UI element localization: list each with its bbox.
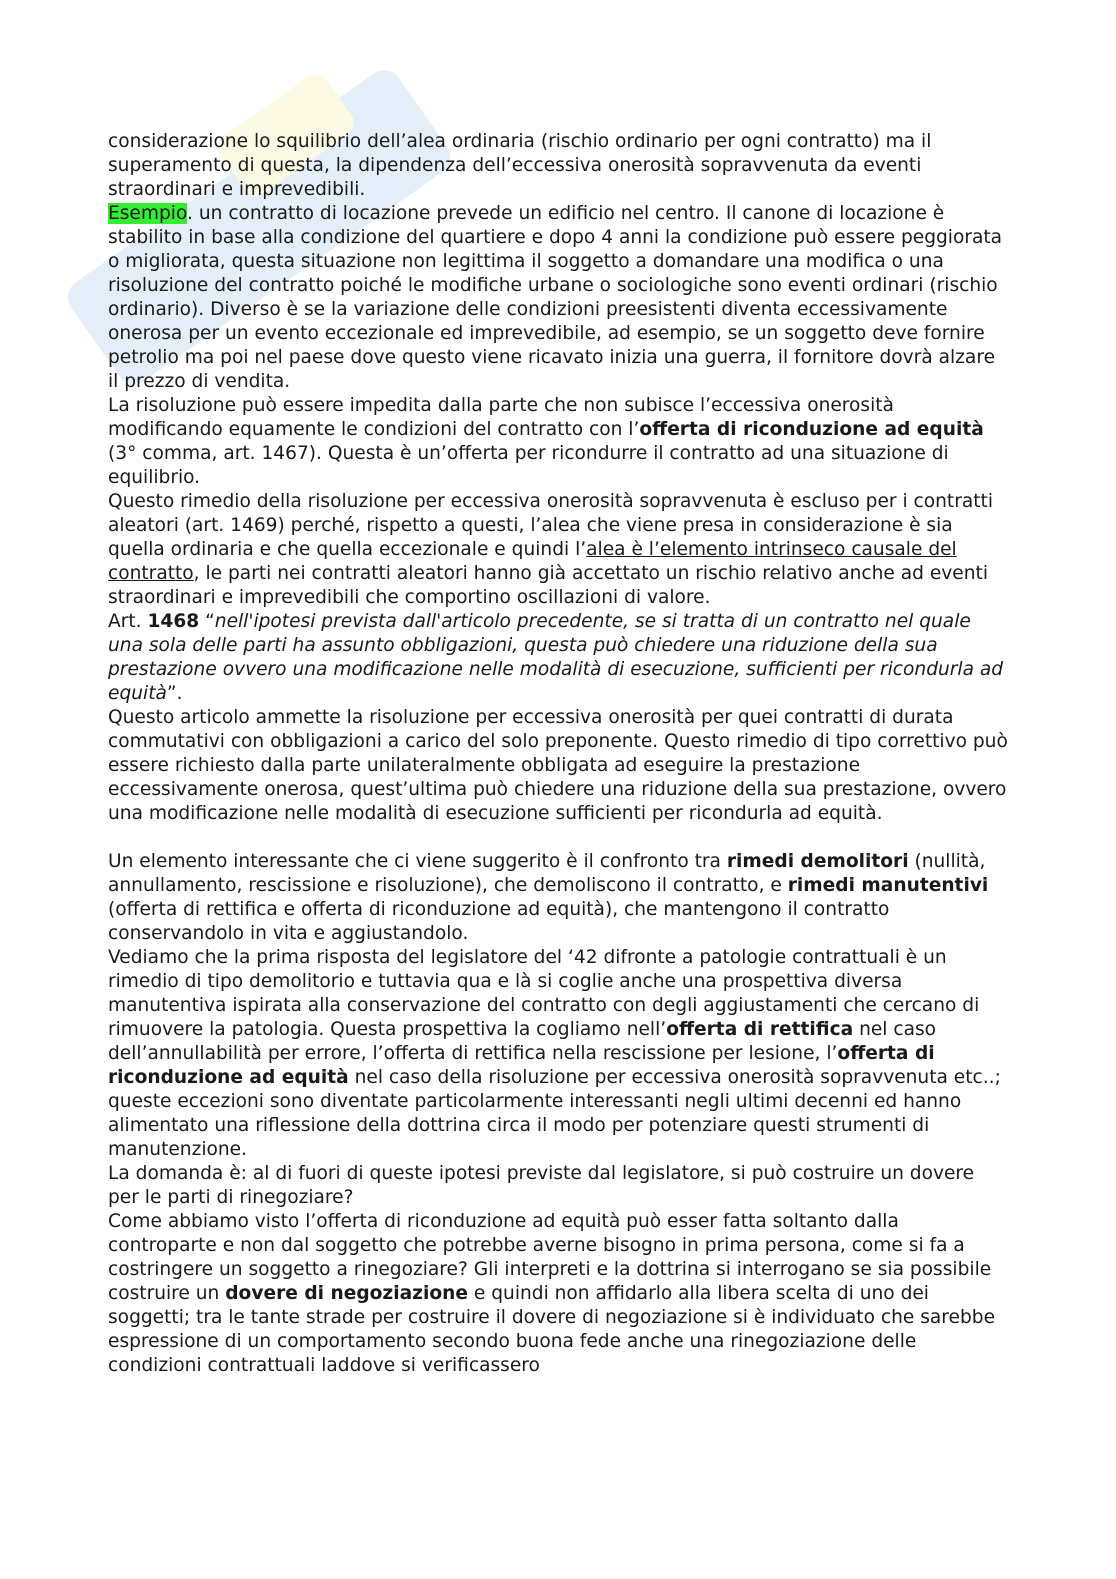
paragraph [108,946,1008,1162]
bold-text: offerta di riconduzione ad equità [108,1043,935,1088]
paragraph [108,706,1008,826]
text-run: La risoluzione può essere impedita dalla parte che non subisce l’eccessiva onerosità modificando equamente le condizioni del contratto con l’ [108,395,894,440]
paragraph [108,130,1008,202]
text-run: Un elemento interessante che ci viene suggerito è il confronto tra [108,851,727,872]
paragraph [108,610,1008,706]
bold-text: 1468 [147,611,200,632]
paragraph [108,202,1008,394]
text-run: (offerta di rettifica e offerta di riconduzione ad equità), che mantengono il contratto conservandolo in vita e aggiustandolo. [108,899,890,944]
paragraph [108,850,1008,946]
text-run: Come abbiamo visto l’offerta di riconduzione ad equità può esser fatta soltanto dalla controparte e non dal soggetto che potrebbe averne bisogno in prima persona, come si fa a costringere un soggetto a rinegoziare? Gli interpreti e la dottrina si interrogano se sia possibile costruire un [108,1211,992,1304]
text-run: considerazione lo squilibrio dell’alea ordinaria (rischio ordinario per ogni contratto) ma il superamento di questa, la dipendenza dell’eccessiva onerosità sopravvenuta da eventi straordinari e imprevedibili. [108,131,932,200]
highlighted-label: Esempio [108,203,188,224]
text-run: . un contratto di locazione prevede un edificio nel centro. Il canone di locazione è stabilito in base alla condizione del quartiere e dopo 4 anni la condizione può essere peggiorata o migliorata, questa situazione non legittima il soggetto a domandare una modifica o una risoluzione del contratto poiché le modifiche urbane o sociologiche sono eventi ordinari (rischio ordinario). Diverso è se la variazione delle condizioni preesistenti diventa eccessivamente onerosa per un evento eccezionale ed imprevedibile, ad esempio, se un soggetto deve fornire petrolio ma poi nel paese dove questo viene ricavato inizia una guerra, il fornitore dovrà alzare il prezzo di vendita. [108,203,1003,392]
text-run: e quindi non affidarlo alla libera scelta di uno dei soggetti; tra le tante strade per costruire il dovere di negoziazione si è individuato che sarebbe espressione di un comportamento secondo buona fede anche una rinegoziazione delle condizioni contrattuali laddove si verificassero [108,1283,996,1376]
text-run: Vediamo che la prima risposta del legislatore del ‘42 difronte a patologie contrattuali è un rimedio di tipo demolitorio e tuttavia qua e là si coglie anche una prospettiva diversa manutentiva ispirata alla conservazione del contratto con degli aggiustamenti che cercano di rimuovere la patologia. Questa prospettiva la cogliamo nell’ [108,947,980,1040]
bold-text: dovere di negoziazione [225,1283,468,1304]
paragraph [108,490,1008,610]
text-run: nel caso dell’annullabilità per errore, l’offerta di rettifica nella rescissione per lesione, l’ [108,1019,937,1064]
paragraph [108,1162,1008,1210]
bold-text: rimedi manutentivi [787,875,989,896]
italic-quote: nell'ipotesi prevista dall'articolo precedente, se si tratta di un contratto nel quale una sola delle parti ha assunto obbligazioni, questa può chiedere una riduzione della sua prestazione ovvero una modificazione nelle modalità di esecuzione, sufficienti per ricondurla ad equità [108,611,1004,704]
text-run: Questo articolo ammette la risoluzione per eccessiva onerosità per quei contratti di durata commutativi con obbligazioni a carico del solo preponente. Questo rimedio di tipo correttivo può essere richiesto dalla parte unilateralmente obbligata ad eseguire la prestazione eccessivamente onerosa, quest’ultima può chiedere una riduzione della sua prestazione, ovvero una modificazione nelle modalità di esecuzione sufficienti per ricondurla ad equità. [108,707,1008,824]
document-body [108,130,1008,1378]
underlined-text: alea è l’elemento intrinseco causale del contratto [108,539,957,584]
text-run: “ [199,611,215,632]
bold-text: rimedi demolitori [726,851,909,872]
text-run: (nullità, annullamento, rescissione e risoluzione), che demoliscono il contratto, e [108,851,986,896]
text-run: (3° comma, art. 1467). Questa è un’offerta per ricondurre il contratto ad una situazione di equilibrio. [108,443,949,488]
paragraph [108,1210,1008,1378]
text-run: Questo rimedio della risoluzione per eccessiva onerosità sopravvenuta è escluso per i contratti aleatori (art. 1469) perché, rispetto a questi, l’alea che viene presa in considerazione è sia quella ordinaria e che quella eccezionale e quindi l’ [108,491,993,560]
text-run: La domanda è: al di fuori di queste ipotesi previste dal legislatore, si può costruire un dovere per le parti di rinegoziare? [108,1163,975,1208]
text-run: ”. [166,683,183,704]
bold-text: offerta di riconduzione ad equità [639,419,984,440]
bold-text: offerta di rettifica [666,1019,854,1040]
paragraph-spacer [108,826,1008,850]
text-run: nel caso della risoluzione per eccessiva onerosità sopravvenuta etc..; queste eccezioni sono diventate particolarmente interessanti negli ultimi decenni ed hanno alimentato una riflessione della dottrina circa il modo per potenziare questi strumenti di manutenzione. [108,1067,1001,1160]
paragraph [108,394,1008,490]
text-run: , le parti nei contratti aleatori hanno già accettato un rischio relativo anche ad eventi straordinari e imprevedibili che comportino oscillazioni di valore. [108,563,988,608]
text-run: Art. [108,611,148,632]
